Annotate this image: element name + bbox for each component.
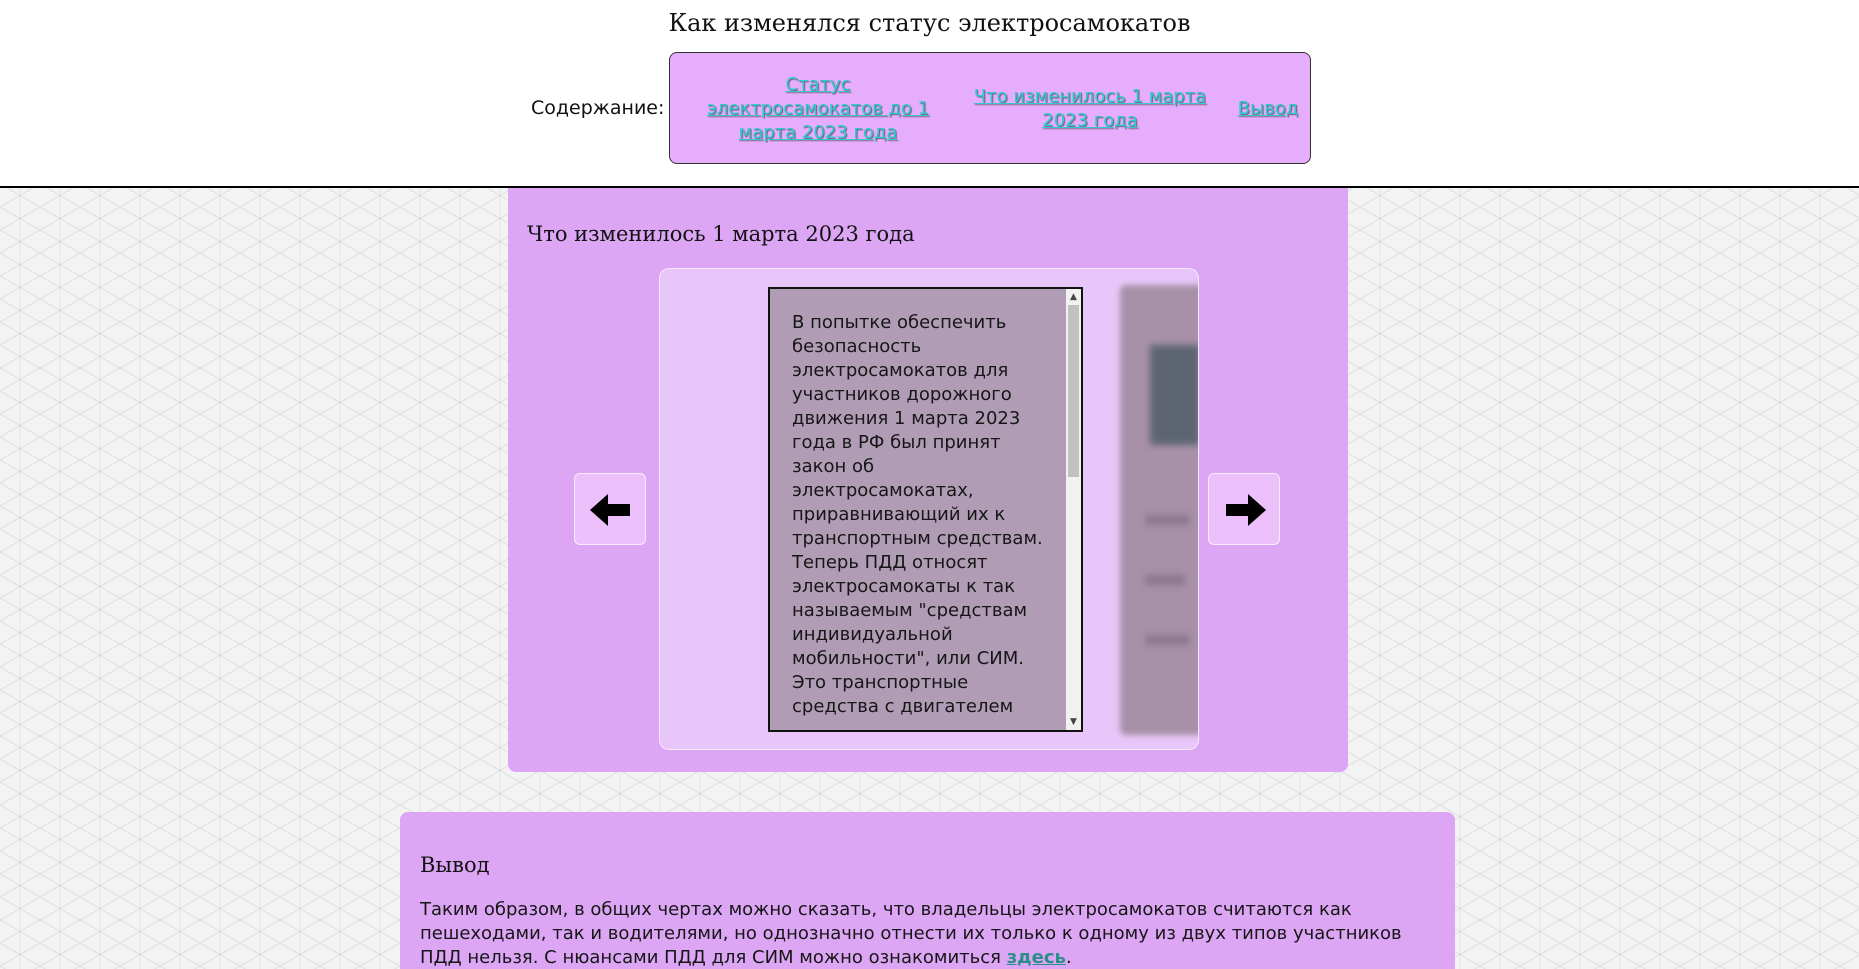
carousel-prev-button[interactable] [574, 473, 646, 545]
toc-label: Содержание: [531, 97, 665, 119]
conclusion-text-main: Таким образом, в общих чертах можно сказать, что владельцы электросамокатов считаются как пешеходами, так и водителями, но однозначно отнести их только к одному из двух типов участников ПДД нельзя. С нюансами ПДД для СИМ можно ознакомиться [420, 899, 1402, 968]
toc-link-conclusion[interactable]: Вывод [1237, 98, 1299, 119]
pdd-sim-link[interactable]: здесь [1006, 947, 1066, 968]
slide-text: В попытке обеспечить безопасность электросамокатов для участников дорожного движения 1 марта 2023 года в РФ был принят закон об электросамокатах, приравнивающий их к транспортным средствам. Теперь ПДД относят электросамокаты к так называемым "средствам индивидуальной мобильности", или СИМ. Это транспортные средства с двигателем [792, 312, 1043, 717]
page-title: Как изменялся статус электросамокатов [668, 9, 1191, 37]
page-header [0, 0, 1859, 188]
chevron-down-icon[interactable]: ▼ [1070, 717, 1077, 727]
arrow-right-icon [1224, 492, 1266, 528]
chevron-up-icon[interactable]: ▲ [1070, 292, 1077, 302]
slide-preview-line [1145, 515, 1190, 525]
slide-scrollbar[interactable] [1066, 289, 1081, 730]
slide-preview-line [1145, 575, 1185, 585]
conclusion-text [420, 898, 1430, 969]
section-changes-heading: Что изменилось 1 марта 2023 года [527, 222, 915, 246]
section-conclusion-heading: Вывод [420, 853, 490, 877]
scrollbar-thumb[interactable] [1068, 305, 1079, 477]
table-of-contents [669, 52, 1311, 164]
slide-card[interactable] [768, 287, 1083, 732]
conclusion-text-end: . [1065, 947, 1072, 968]
carousel-next-button[interactable] [1208, 473, 1280, 545]
toc-link-status-before[interactable]: Статус электросамокатов до 1 марта 2023 года [706, 74, 930, 143]
toc-link-changes[interactable]: Что изменилось 1 марта 2023 года [973, 86, 1207, 131]
next-slide-preview [1120, 285, 1199, 735]
arrow-left-icon [590, 492, 632, 528]
slide-preview-image [1150, 345, 1199, 445]
slide-preview-line [1145, 635, 1190, 645]
